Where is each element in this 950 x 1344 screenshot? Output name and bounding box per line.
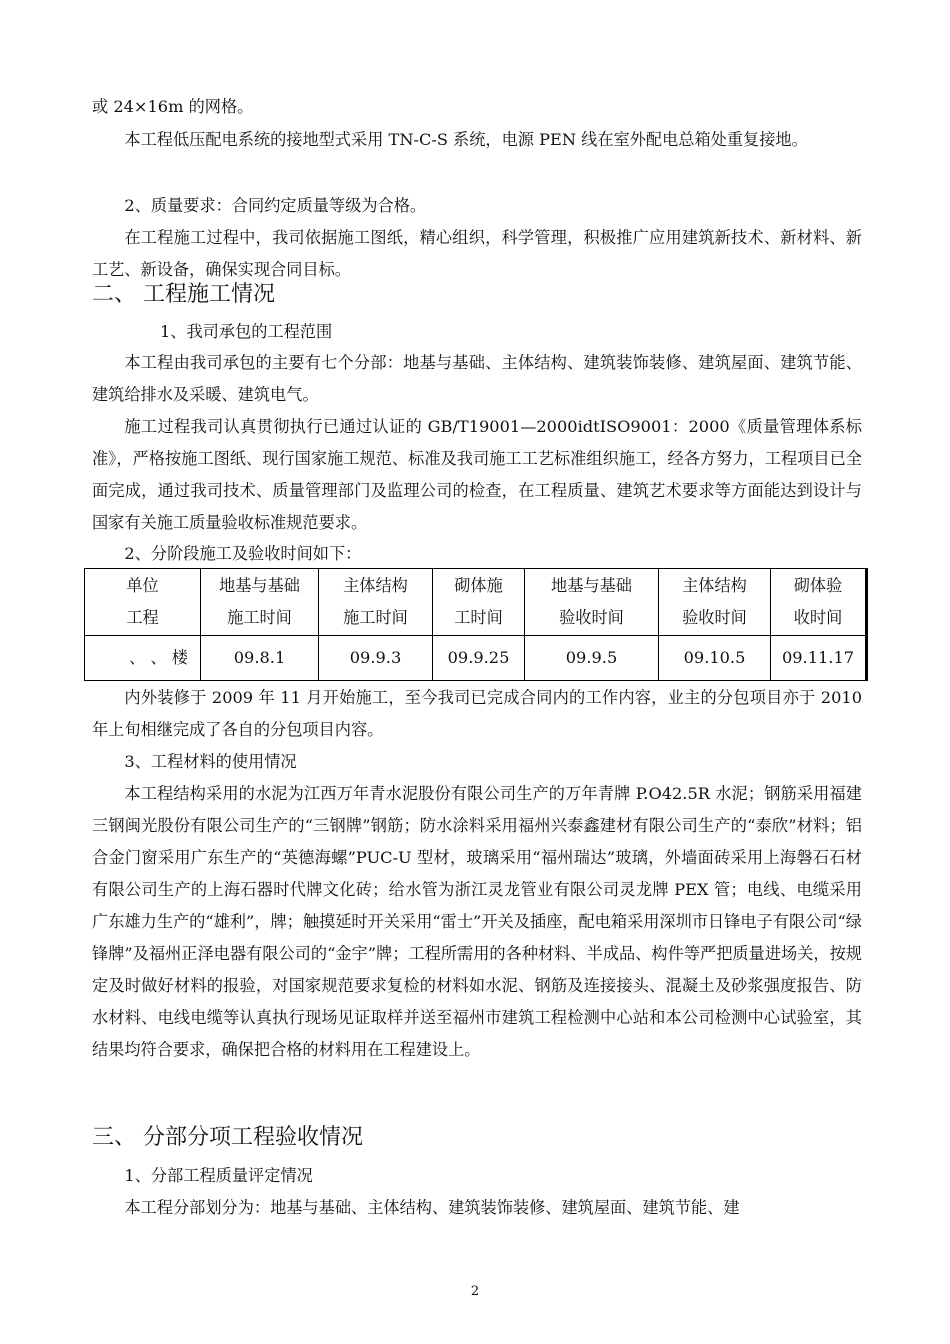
table-cell: 09.11.17 (771, 636, 867, 681)
table-cell: 09.10.5 (659, 636, 771, 681)
subheading-scope: 1、我司承包的工程范围 (160, 322, 333, 341)
paragraph-construction-process: 在工程施工过程中，我司依据施工图纸，精心组织，科学管理，积极推广应用建筑新技术、新材料、新工艺、新设备，确保实现合同目标。 (92, 228, 862, 279)
paragraph-materials: 本工程结构采用的水泥为江西万年青水泥股份有限公司生产的万年青牌 P.O42.5R 水泥；钢筋采用福建三钢闽光股份有限公司生产的“三钢牌”钢筋；防水涂料采用福州兴泰鑫建材有限公司生产的“泰欣”材料；铝合金门窗采用广东生产的“英德海螺”PUC-U 型材，玻璃采用“福州瑞达”玻璃，外墙面砖采用上海磐石石材有限公司生产的上海石器时代牌文化砖；给水管为浙江灵龙管业有限公司灵龙牌 PEX 管；电线、电缆采用广东雄力生产的“雄利”，牌；触摸延时开关采用“雷士”开关及插座，配电箱采用深圳市日锋电子有限公司“绿锋牌”及福州正泽电器有限公司的“金宇”牌；工程所需用的各种材料、半成品、构件等严把质量进场关，按规定及时做好材料的报验，对国家规范要求复检的材料如水泥、钢筋及连接接头、混凝土及砂浆强度报告、防水材料、电线电缆等认真执行现场见证取样并送至福州市建筑工程检测中心站和本公司检测中心试验室，其结果均符合要求，确保把合格的材料用在工程建设上。 (92, 784, 862, 1059)
paragraph-certification: 施工过程我司认真贯彻执行已通过认证的 GB/T19001—2000idtISO9001：2000《质量管理体系标准》，严格按施工图纸、现行国家施工规范、标准及我司施工工艺标准组织施工，经各方努力，工程项目已全面完成，通过我司技术、质量管理部门及监理公司的检查，在工程质量、建筑艺术要求等方面能达到设计与国家有关施工质量验收标准规范要求。 (92, 417, 862, 532)
table-header-cell: 砌体施 工时间 (433, 569, 525, 636)
paragraph-grid-size: 或 24×16m 的网格。 (92, 97, 254, 116)
section-heading-construction: 二、 工程施工情况 (92, 282, 275, 307)
subheading-materials: 3、工程材料的使用情况 (124, 752, 297, 771)
table-cell-unit: 、 、 楼 (85, 636, 201, 681)
table-header-cell: 地基与基础 验收时间 (525, 569, 659, 636)
subheading-schedule: 2、分阶段施工及验收时间如下： (124, 544, 362, 563)
section-heading-acceptance: 三、 分部分项工程验收情况 (92, 1125, 363, 1150)
table-cell: 09.9.5 (525, 636, 659, 681)
paragraph-decoration: 内外装修于 2009 年 11 月开始施工，至今我司已完成合同内的工作内容，业主的分包项目亦于 2010 年上旬相继完成了各自的分包项目内容。 (92, 688, 862, 739)
paragraph-division: 本工程分部划分为：地基与基础、主体结构、建筑装饰装修、建筑屋面、建筑节能、建 (124, 1198, 740, 1217)
table-header-cell: 地基与基础 施工时间 (201, 569, 319, 636)
paragraph-quality-requirement: 2、质量要求：合同约定质量等级为合格。 (124, 196, 427, 215)
table-header-cell: 砌体验 收时间 (771, 569, 867, 636)
table-header-cell: 主体结构 验收时间 (659, 569, 771, 636)
table-header-cell: 主体结构 施工时间 (319, 569, 433, 636)
table-cell: 09.9.3 (319, 636, 433, 681)
schedule-table (84, 568, 868, 681)
table-row (85, 636, 867, 681)
paragraph-scope: 本工程由我司承包的主要有七个分部：地基与基础、主体结构、建筑装饰装修、建筑屋面、建筑节能、建筑给排水及采暖、建筑电气。 (92, 353, 862, 404)
subheading-quality-assessment: 1、分部工程质量评定情况 (124, 1166, 313, 1185)
table-cell: 09.9.25 (433, 636, 525, 681)
table-cell: 09.8.1 (201, 636, 319, 681)
table-header-row (85, 569, 867, 636)
page-number: 2 (470, 1284, 480, 1299)
table-header-cell: 单位 工程 (85, 569, 201, 636)
paragraph-grounding-system: 本工程低压配电系统的接地型式采用 TN-C-S 系统，电源 PEN 线在室外配电总箱处重复接地。 (124, 130, 808, 149)
